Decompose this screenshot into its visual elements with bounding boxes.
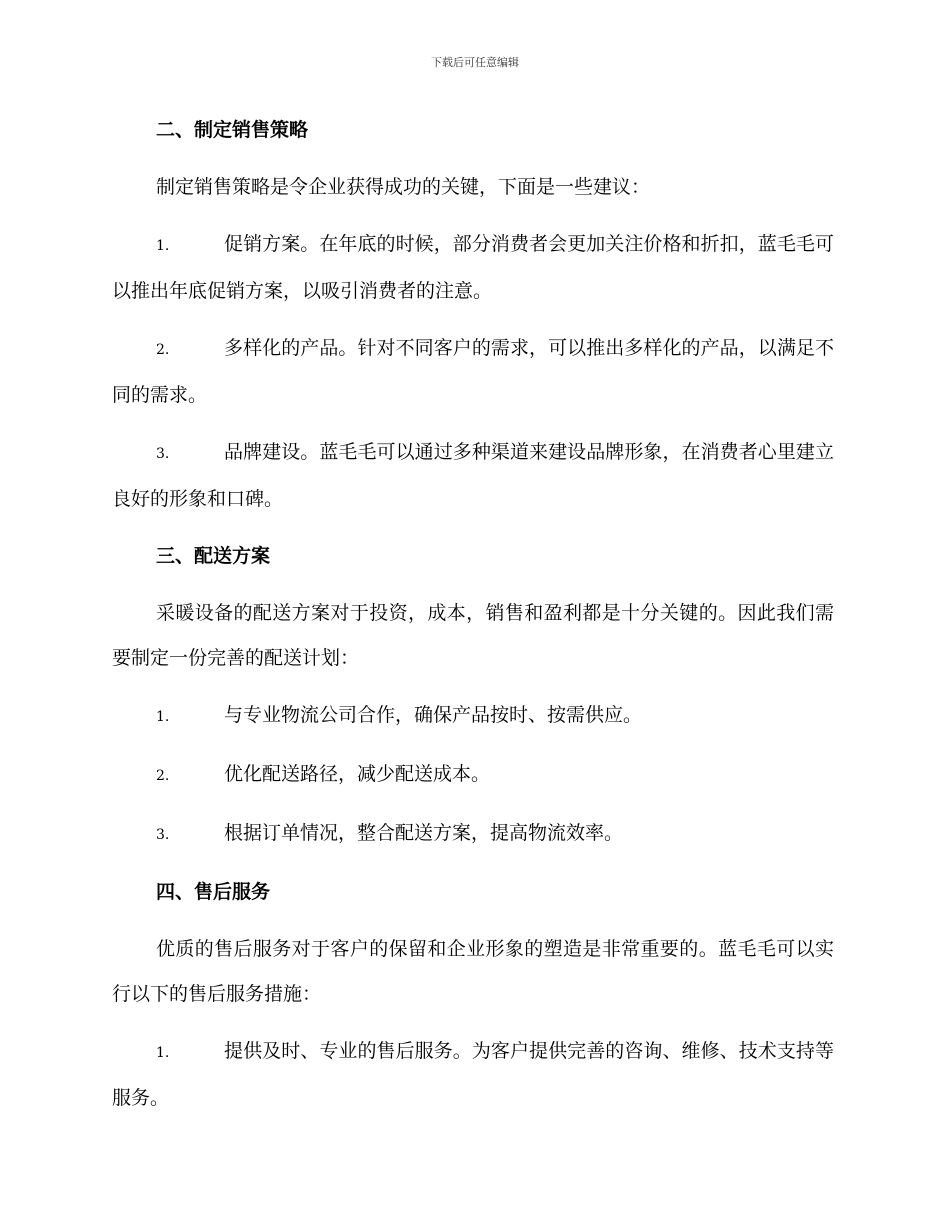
section-intro: 制定销售策略是令企业获得成功的关键，下面是一些建议： [156, 176, 651, 198]
section-intro: 采暖设备的配送方案对于投资，成本，销售和盈利都是十分关键的。因此我们需要制定一份完善的配送计划： [112, 602, 834, 669]
list-item-text: 提供及时、专业的售后服务。为客户提供完善的咨询、维修、技术支持等服务。 [112, 1040, 834, 1109]
list-item-text: 根据订单情况，整合配送方案，提高物流效率。 [224, 822, 624, 844]
list-item [112, 430, 834, 522]
list-item [112, 752, 834, 799]
list-item-number: 3. [156, 827, 170, 843]
list-item-text: 与专业物流公司合作，确保产品按时、按需供应。 [224, 704, 643, 726]
list-item [112, 1029, 834, 1121]
list-item-text: 品牌建设。蓝毛毛可以通过多种渠道来建设品牌形象，在消费者心里建立良好的形象和口碑。 [112, 441, 834, 510]
section-delivery-plan [112, 534, 834, 858]
section-after-sales [112, 870, 834, 1121]
section-heading: 二、制定销售策略 [156, 119, 309, 141]
list-item [112, 222, 834, 314]
list-item-text: 多样化的产品。针对不同客户的需求，可以推出多样化的产品，以满足不同的需求。 [112, 337, 834, 406]
list-item-number: 1. [156, 238, 170, 254]
list-item-number: 1. [156, 709, 170, 725]
section-heading: 四、售后服务 [156, 881, 271, 903]
page-header: 下载后可任意编辑 [431, 56, 519, 69]
list-item-number: 2. [156, 342, 170, 358]
list-item-number: 1. [156, 1045, 170, 1061]
list-item [112, 326, 834, 418]
list-item-number: 2. [156, 768, 170, 784]
list-item-number: 3. [156, 446, 170, 462]
list-item-text: 优化配送路径，减少配送成本。 [224, 763, 491, 785]
list-item-text: 促销方案。在年底的时候，部分消费者会更加关注价格和折扣，蓝毛毛可以推出年底促销方案，以吸引消费者的注意。 [112, 233, 834, 302]
section-intro: 优质的售后服务对于客户的保留和企业形象的塑造是非常重要的。蓝毛毛可以实行以下的售后服务措施： [112, 938, 834, 1005]
list-item [112, 811, 834, 858]
section-heading: 三、配送方案 [156, 545, 271, 567]
section-sales-strategy [112, 108, 834, 522]
document-body [112, 108, 834, 1133]
list-item [112, 693, 834, 740]
